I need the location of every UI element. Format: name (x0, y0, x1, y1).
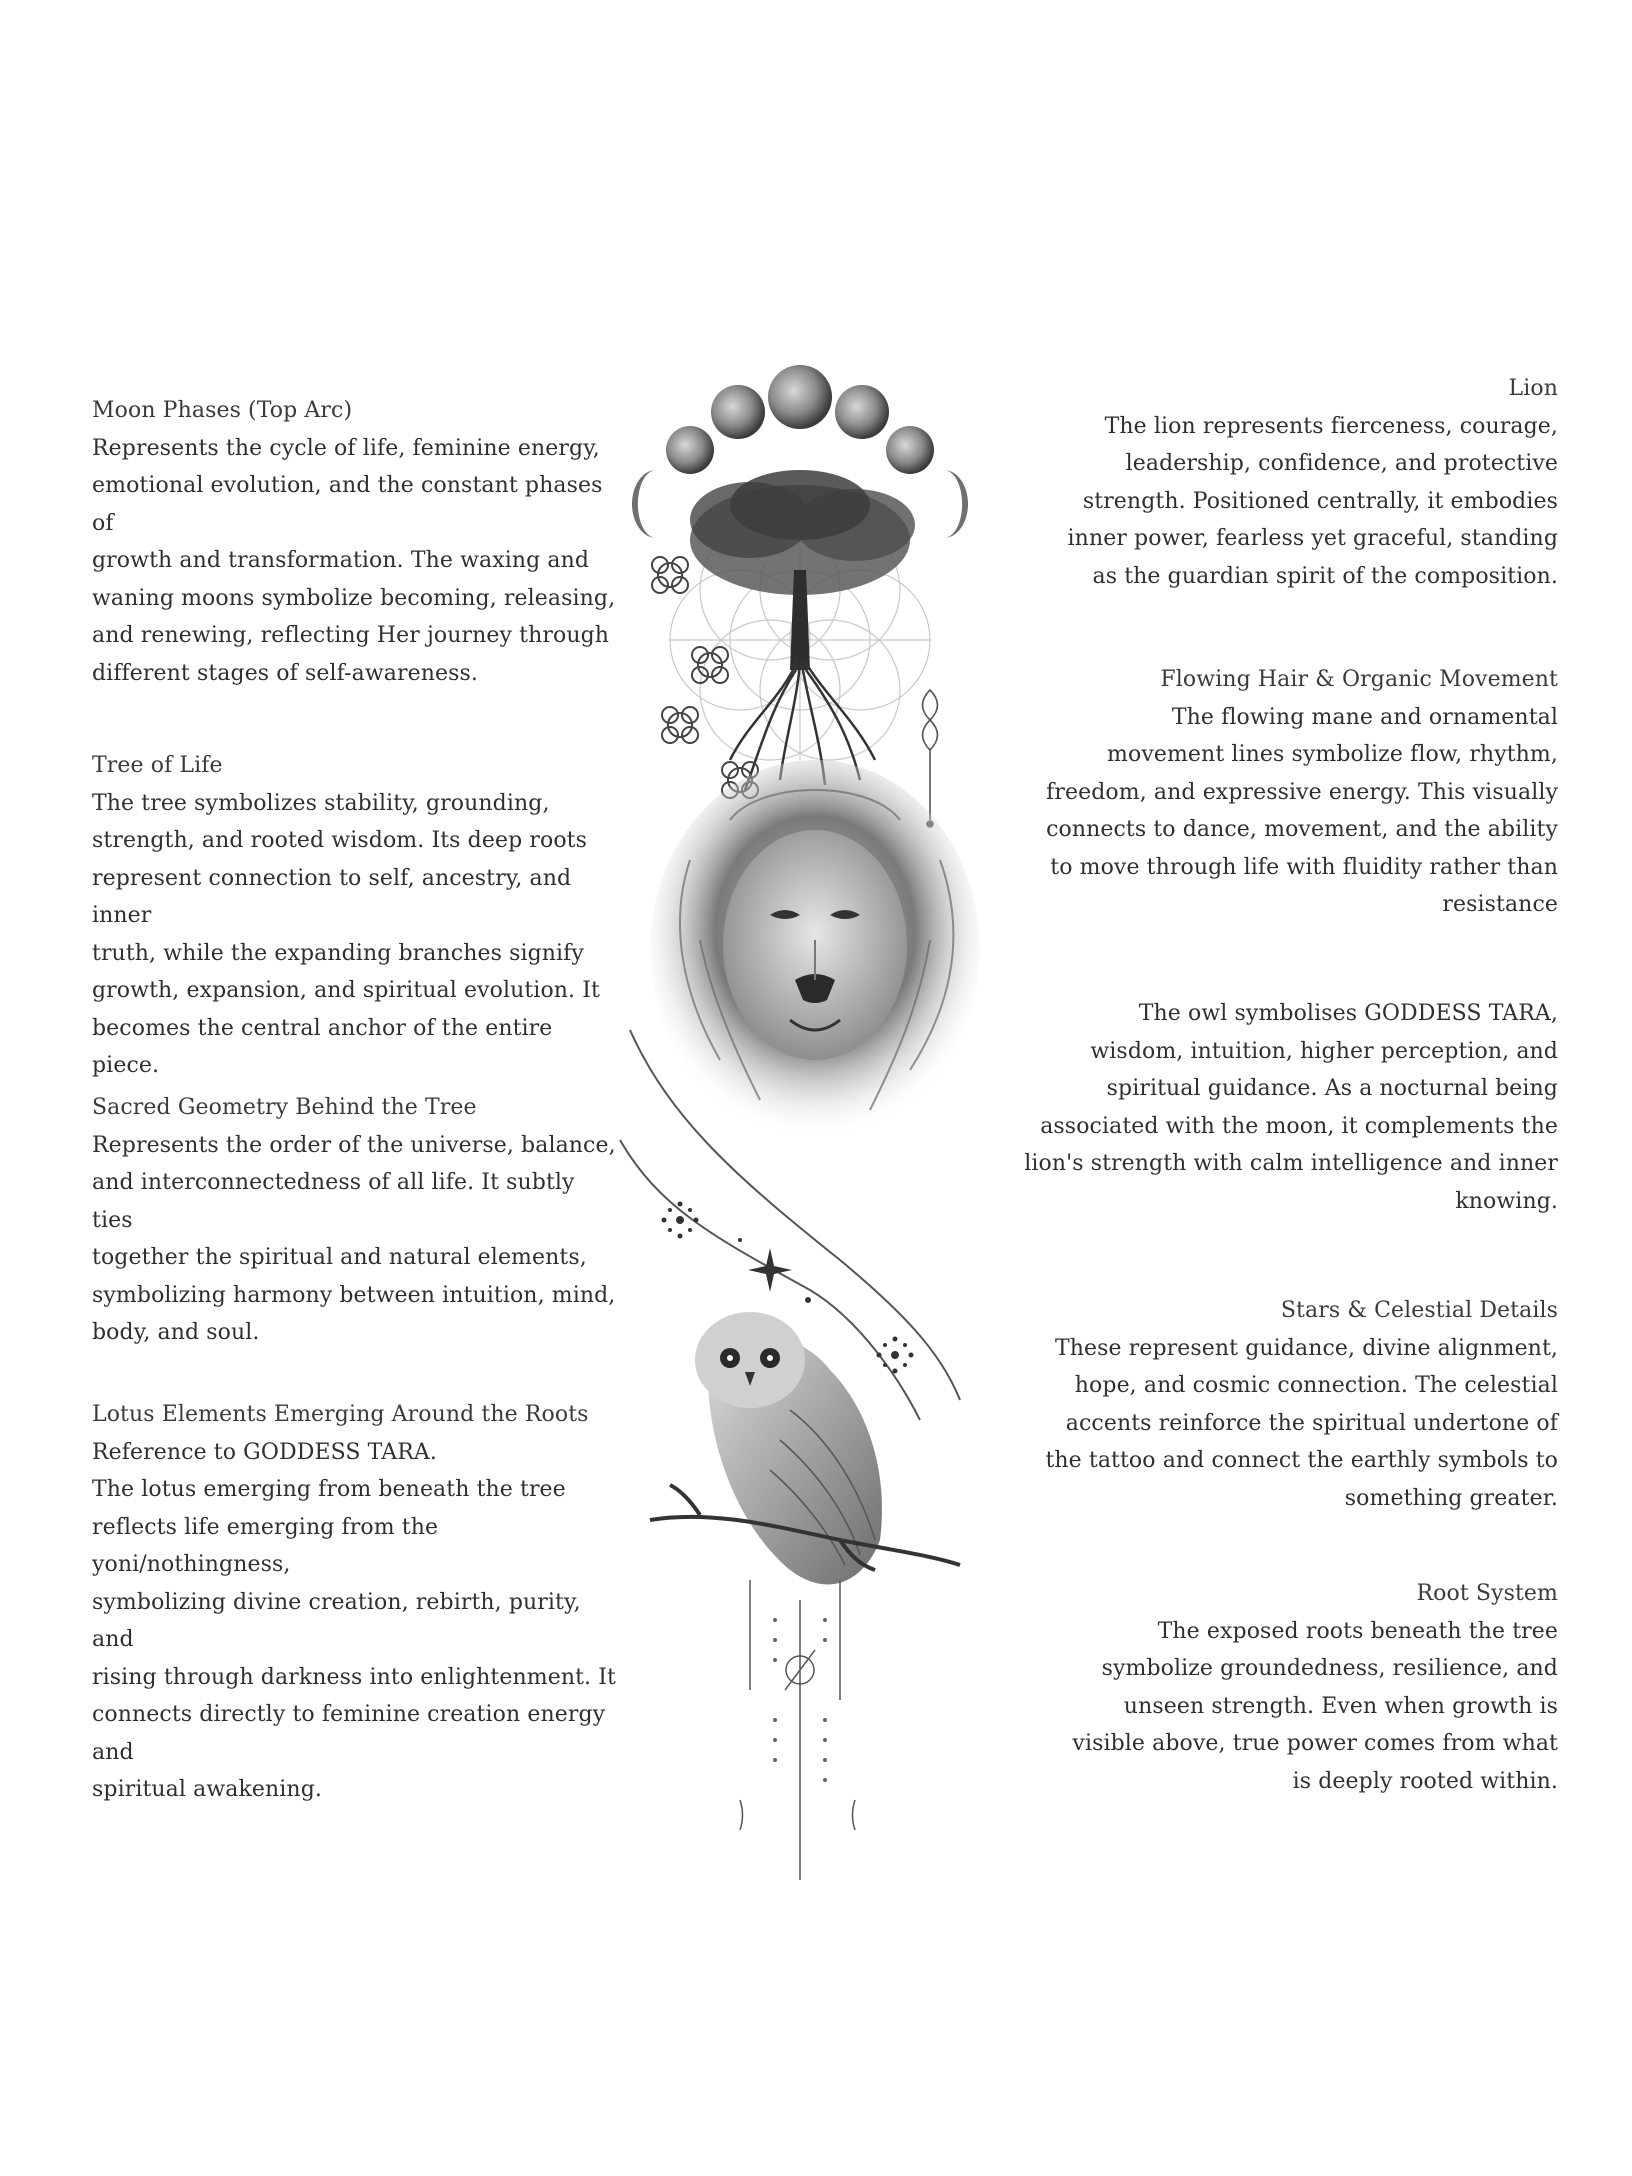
left-column (92, 0, 622, 2176)
section-sacred-geometry (92, 1089, 622, 1352)
section-line: truth, while the expanding branches signify (92, 940, 584, 966)
tattoo-artwork (610, 340, 1030, 1880)
section-line: movement lines symbolize flow, rhythm, (1107, 742, 1558, 767)
section-line: symbolize groundedness, resilience, and (1101, 1656, 1558, 1681)
section-tree-of-life (92, 747, 622, 1085)
section-line: Represents the order of the universe, balance, (92, 1132, 616, 1158)
lion (650, 760, 980, 1140)
full-moon (768, 365, 832, 429)
section-line: The lotus emerging from beneath the tree (92, 1477, 566, 1502)
section-line: emotional evolution, and the constant phases of (92, 473, 603, 536)
lotus-flower-2 (692, 647, 728, 683)
lotus-flower-3 (662, 707, 698, 743)
section-line: and renewing, reflecting Her journey through (92, 623, 610, 648)
infinity-symbol (923, 690, 938, 827)
section-line: something greater. (1344, 1485, 1558, 1511)
section-line: symbolizing harmony between intuition, mind, (92, 1282, 616, 1308)
section-title: Moon Phases (Top Arc) (92, 398, 353, 423)
section-title: Sacred Geometry Behind the Tree (92, 1095, 477, 1120)
lotus-flowers (652, 557, 758, 798)
section-title: Stars & Celestial Details (1280, 1298, 1558, 1323)
moon-waning-2 (886, 426, 934, 474)
section-line: lion's strength with calm intelligence and inner (1024, 1151, 1558, 1176)
section-line: growth, expansion, and spiritual evolution. It (92, 978, 600, 1003)
section-line: The lion represents fierceness, courage, (1104, 413, 1558, 439)
section-line: together the spiritual and natural elements, (92, 1245, 587, 1270)
section-line: is deeply rooted within. (1292, 1768, 1558, 1794)
section-line: These represent guidance, divine alignment, (1054, 1335, 1558, 1361)
section-line: connects directly to feminine creation energy and (92, 1702, 606, 1765)
dotted-lines (740, 1580, 855, 1880)
section-line: spiritual awakening. (92, 1777, 322, 1802)
section-line: The exposed roots beneath the tree (1157, 1618, 1558, 1644)
moon-waxing-1 (666, 426, 714, 474)
section-line: visible above, true power comes from what (1072, 1731, 1558, 1756)
section-line: knowing. (1455, 1188, 1558, 1214)
right-column (1018, 0, 1558, 2176)
section-root-system (1018, 1575, 1558, 1800)
section-line: unseen strength. Even when growth is (1123, 1693, 1558, 1719)
section-lion (1018, 370, 1558, 595)
section-line: strength. Positioned centrally, it embodies (1082, 488, 1558, 514)
section-line: the tattoo and connect the earthly symbols to (1045, 1448, 1558, 1473)
section-line: growth and transformation. The waxing and (92, 548, 590, 573)
section-line: different stages of self-awareness. (92, 660, 478, 686)
owl-head (695, 1312, 805, 1408)
section-line: represent connection to self, ancestry, and inner (92, 865, 572, 928)
section-line: strength, and rooted wisdom. Its deep roots (92, 828, 588, 853)
crescent-moon-right (944, 470, 968, 538)
section-line: inner power, fearless yet graceful, standing (1067, 526, 1558, 551)
section-line: associated with the moon, it complements the (1040, 1113, 1558, 1139)
section-line: waning moons symbolize becoming, releasing, (92, 585, 616, 611)
section-line: resistance (1442, 892, 1558, 917)
section-line: connects to dance, movement, and the ability (1046, 817, 1558, 842)
section-title: Tree of Life (92, 753, 223, 778)
section-title: Lotus Elements Emerging Around the Roots (92, 1402, 589, 1427)
section-line: rising through darkness into enlightenment. It (92, 1664, 616, 1690)
section-line: to move through life with fluidity rather than (1050, 854, 1558, 880)
section-line: becomes the central anchor of the entire piece. (92, 1015, 553, 1078)
section-line: Reference to GODDESS TARA. (92, 1439, 437, 1465)
lotus-flower-1 (652, 557, 688, 593)
section-title: Root System (1416, 1581, 1558, 1606)
section-line: and interconnectedness of all life. It subtly ties (92, 1170, 575, 1233)
section-line: accents reinforce the spiritual undertone of (1065, 1410, 1558, 1436)
section-line: freedom, and expressive energy. This visually (1046, 779, 1558, 805)
section-line: The tree symbolizes stability, grounding, (92, 790, 550, 816)
moon-waxing-2 (711, 385, 765, 439)
section-owl (1018, 995, 1558, 1220)
section-flowing-hair (1018, 661, 1558, 924)
section-line: The owl symbolises GODDESS TARA, (1138, 1001, 1558, 1026)
section-stars (1018, 1292, 1558, 1517)
section-line: Represents the cycle of life, feminine energy, (92, 435, 600, 461)
section-line: as the guardian spirit of the composition. (1092, 563, 1558, 589)
section-line: body, and soul. (92, 1320, 260, 1345)
crescent-moon-left (632, 470, 656, 538)
section-title: Flowing Hair & Organic Movement (1160, 667, 1558, 692)
section-title: Lion (1508, 376, 1558, 401)
section-line: wisdom, intuition, higher perception, and (1090, 1038, 1558, 1064)
section-line: symbolizing divine creation, rebirth, purity, and (92, 1589, 581, 1652)
section-line: leadership, confidence, and protective (1125, 451, 1558, 476)
section-line: reflects life emerging from the yoni/nothingness, (92, 1514, 439, 1577)
section-line: spiritual guidance. As a nocturnal being (1106, 1076, 1558, 1101)
section-moon-phases (92, 392, 622, 692)
section-line: hope, and cosmic connection. The celestial (1074, 1373, 1558, 1398)
section-line: The flowing mane and ornamental (1171, 704, 1558, 730)
moon-waning-1 (835, 385, 889, 439)
section-lotus (92, 1396, 622, 1809)
star-four-point (748, 1248, 792, 1292)
star-ornament-right (877, 1337, 914, 1374)
